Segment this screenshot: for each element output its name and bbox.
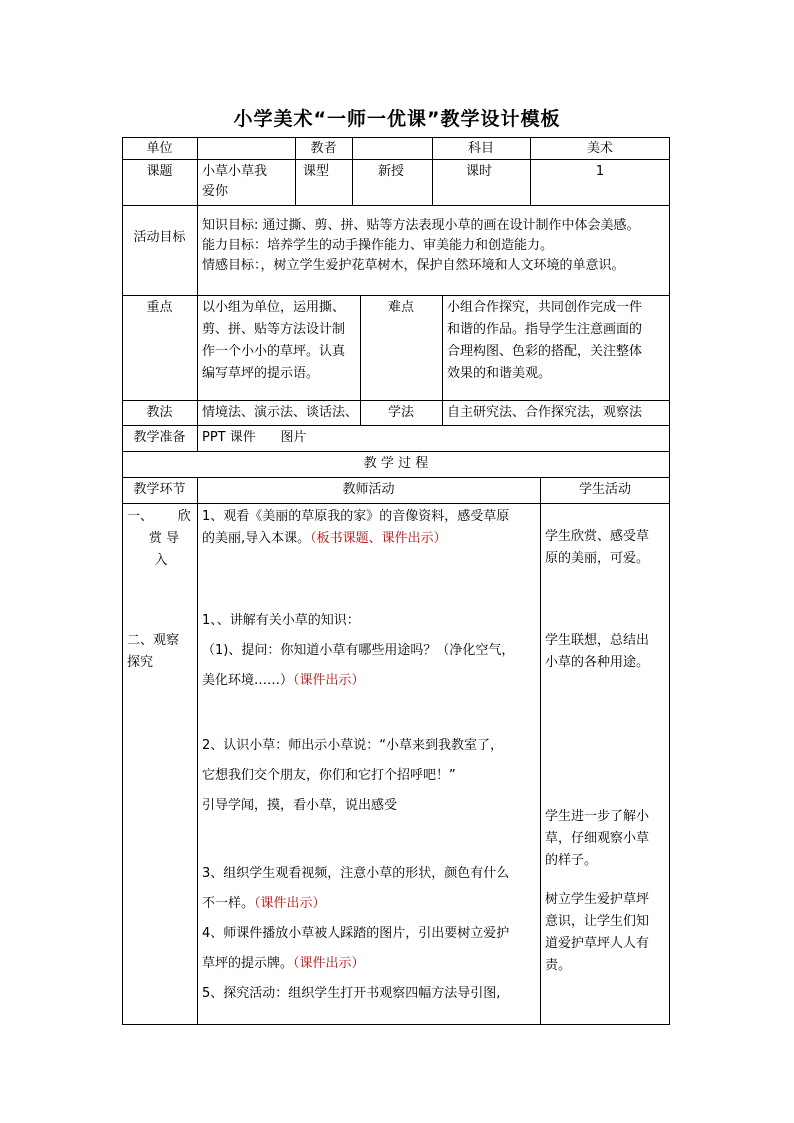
teacher-line — [202, 528, 538, 550]
teacher-line — [202, 949, 538, 979]
stage-1-line: 一、 欣 — [127, 509, 191, 524]
teacher-line: 它想我们交个朋友，你们和它打个招呼吧！” — [202, 768, 456, 783]
teacher-line: 4、师课件播放小草被人踩踏的图片，引出要树立爱护 — [202, 926, 510, 941]
student-line: 小草的各种用途。 — [545, 655, 650, 670]
student-line: 学生进一步了解小 — [545, 809, 650, 824]
student-activity-3 — [545, 806, 669, 872]
difficulty-label: 难点 — [387, 300, 414, 315]
teacher-note: （课件出示） — [293, 956, 365, 971]
student-activity-1 — [545, 526, 669, 570]
hours-value: 1 — [595, 164, 605, 179]
key-label: 重点 — [146, 300, 173, 315]
row-divider — [122, 205, 670, 206]
stage-2-line: 二、观察 — [127, 633, 180, 648]
student-activity-4 — [545, 889, 669, 977]
col-divider — [442, 295, 443, 425]
difficulty-line: 效果的和谐美观。 — [447, 366, 552, 381]
teacher-activity-2 — [202, 606, 538, 696]
goals-text — [202, 216, 670, 276]
topic-value — [202, 162, 294, 202]
row-divider — [122, 477, 670, 478]
teacher-note: （课件出示） — [254, 896, 326, 911]
goals-label: 活动目标 — [133, 230, 186, 245]
difficulty-line: 合理构图、色彩的搭配，关注整体 — [447, 344, 643, 359]
unit-label: 单位 — [146, 141, 173, 156]
prep-value: PPT 课件 图片 — [202, 430, 307, 445]
teacher-activity-3 — [202, 731, 538, 821]
student-activity-2 — [545, 630, 669, 674]
teacher-text: 美化环境……） — [202, 673, 294, 688]
topic-value-line: 爱你 — [202, 184, 229, 199]
key-line: 作一个小小的草坪。认真 — [202, 344, 346, 359]
learn-label: 学法 — [387, 405, 414, 420]
teacher-activity-1 — [202, 506, 538, 550]
difficulty-line: 小组合作探究，共同创作完成一件 — [447, 300, 643, 315]
teacher-note: （课件出示） — [293, 673, 365, 688]
learn-value: 自主研究法、合作探究法，观察法 — [447, 405, 643, 420]
stage-1-line: 赏 导 — [148, 531, 180, 546]
teacher-line: 3、组织学生观看视频，注意小草的形状，颜色有什么 — [202, 866, 510, 881]
col-divider — [197, 137, 198, 451]
teacher-text: 不一样。 — [202, 896, 255, 911]
student-line: 学生欣赏、感受草 — [545, 529, 650, 544]
key-line: 以小组为单位，运用撕、 — [202, 300, 346, 315]
teacher-text: 的美丽,导入本课。 — [202, 531, 311, 546]
page-title: 小学美术“一师一优课”教学设计模板 — [233, 108, 561, 130]
stage-1 — [127, 506, 195, 572]
key-line: 剪、拼、贴等方法设计制 — [202, 322, 346, 337]
knowledge-goal: 知识目标: 通过撕、剪、拼、贴等方法表现小草的画在设计制作中体会美感。 — [202, 218, 640, 233]
teacher-line: （1)、提问：你知道小草有哪些用途吗？（净化空气， — [202, 643, 515, 658]
key-line: 编写草坪的提示语。 — [202, 366, 320, 381]
student-line: 责。 — [545, 958, 572, 973]
teacher-line: 1、观看《美丽的草原我的家》的音像资料，感受草原 — [202, 509, 510, 524]
teacher-line: 引导学闻，摸，看小草，说出感受 — [202, 798, 398, 813]
type-value: 新授 — [378, 164, 405, 179]
teacher-text: 草坪的提示牌。 — [202, 956, 294, 971]
student-activity-header: 学生活动 — [578, 482, 631, 497]
row-divider — [122, 295, 670, 296]
teacher-line: 2、认识小草：师出示小草说：“小草来到我教室了， — [202, 738, 504, 753]
student-line: 意识，让学生们知 — [545, 914, 650, 929]
student-line: 道爱护草坪人人有 — [545, 936, 650, 951]
key-text — [202, 297, 358, 385]
stage-column-header: 教学环节 — [133, 482, 186, 497]
prep-label: 教学准备 — [133, 430, 186, 445]
row-divider — [122, 400, 670, 401]
student-line: 学生联想，总结出 — [545, 633, 650, 648]
teacher-activity-header: 教师活动 — [342, 482, 395, 497]
col-divider — [352, 137, 353, 205]
col-divider — [197, 477, 198, 1025]
stage-2 — [127, 630, 195, 674]
emotion-goal: 情感目标：，树立学生爱护花草树木，保护自然环境和人文环境的单意识。 — [202, 258, 625, 273]
teacher-line — [202, 666, 538, 696]
topic-label: 课题 — [146, 164, 173, 179]
ability-goal: 能力目标：培养学生的动手操作能力、审美能力和创造能力。 — [202, 238, 554, 253]
hours-label: 课时 — [466, 164, 493, 179]
subject-label: 科目 — [467, 141, 494, 156]
row-divider — [122, 503, 670, 504]
row-divider — [122, 425, 670, 426]
col-divider — [540, 477, 541, 1025]
process-header: 教 学 过 程 — [363, 456, 429, 471]
stage-2-line: 探究 — [127, 655, 154, 670]
teacher-line — [202, 889, 538, 919]
method-value: 情境法、演示法、谈话法、 — [202, 405, 359, 420]
teacher-activity-4 — [202, 859, 538, 1009]
stage-1-line: 入 — [154, 553, 168, 568]
row-divider — [122, 451, 670, 452]
subject-value: 美术 — [586, 141, 613, 156]
teacher-line: 1、、讲解有关小草的知识： — [202, 613, 360, 628]
row-divider — [122, 159, 670, 160]
teacher-label: 教者 — [310, 141, 337, 156]
student-line: 树立学生爱护草坪 — [545, 892, 650, 907]
student-line: 原的美丽，可爱。 — [545, 551, 650, 566]
difficulty-text — [447, 297, 669, 385]
student-line: 的样子。 — [545, 853, 598, 868]
student-line: 草，仔细观察小草 — [545, 831, 650, 846]
method-label: 教法 — [146, 405, 173, 420]
topic-value-line: 小草小草我 — [202, 164, 268, 179]
teacher-note: （板书课题、课件出示） — [310, 531, 447, 546]
difficulty-line: 和谐的作品。指导学生注意画面的 — [447, 322, 643, 337]
type-label: 课型 — [303, 164, 330, 179]
teacher-line: 5、探究活动：组织学生打开书观察四幅方法导引图, — [202, 986, 501, 1001]
